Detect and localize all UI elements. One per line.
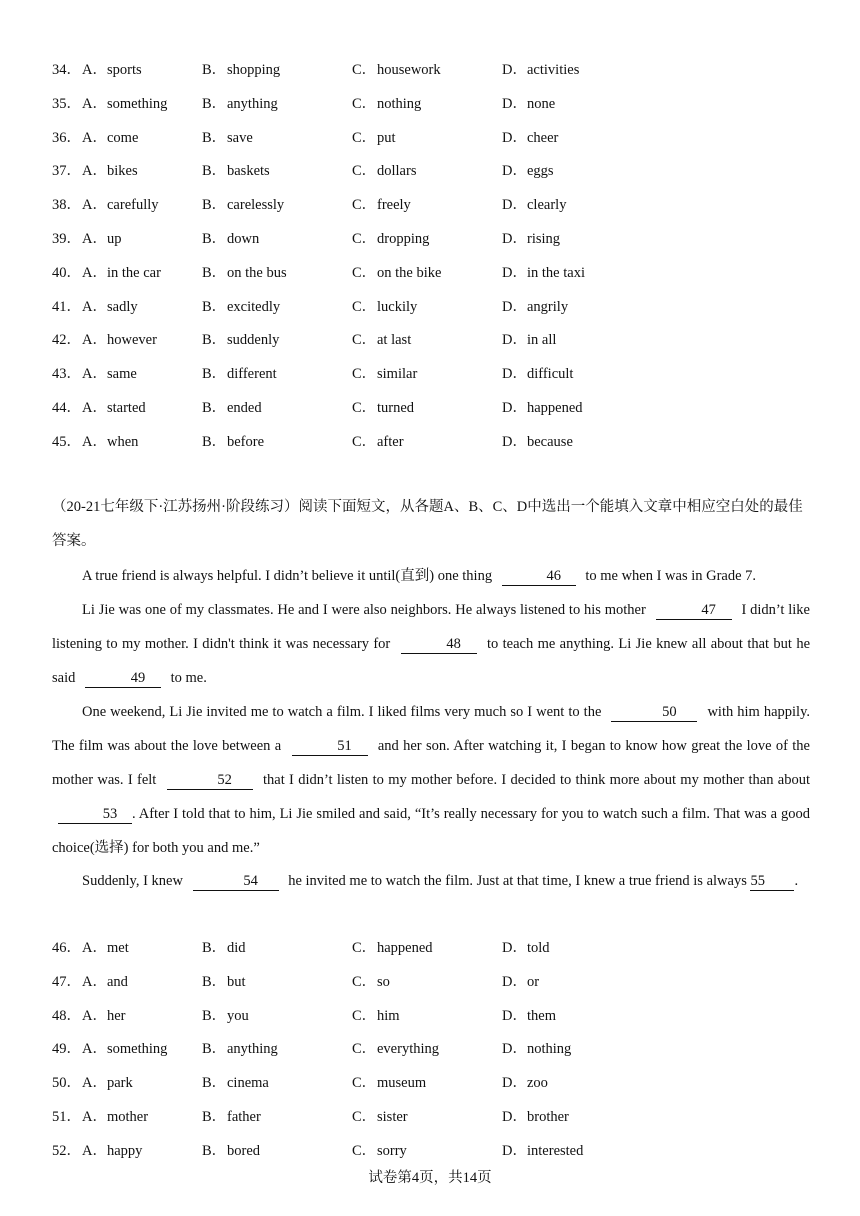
question-number: 36． bbox=[52, 129, 81, 146]
question-number: 38． bbox=[52, 197, 81, 214]
option-a[interactable] bbox=[82, 263, 161, 283]
option-b[interactable] bbox=[202, 1141, 260, 1161]
question-number: 51． bbox=[52, 1109, 81, 1125]
option-text: after bbox=[377, 433, 404, 450]
option-letter: C． bbox=[352, 1007, 377, 1024]
option-text: on the bus bbox=[227, 264, 287, 281]
option-text: cheer bbox=[527, 129, 559, 146]
option-letter: C． bbox=[352, 1075, 377, 1092]
option-d[interactable] bbox=[502, 432, 573, 452]
option-letter: B． bbox=[202, 332, 227, 349]
option-letter: D． bbox=[502, 62, 527, 78]
option-text: interested bbox=[527, 1142, 584, 1159]
option-letter: C． bbox=[352, 298, 377, 315]
option-c[interactable] bbox=[352, 297, 417, 317]
option-letter: D． bbox=[502, 366, 527, 383]
passage-text: Li Jie was one of my classmates. He and I were also neighbors. He always listened to his mother bbox=[82, 602, 646, 618]
option-letter: C． bbox=[352, 62, 377, 78]
option-letter: D． bbox=[502, 95, 527, 112]
question-number: 41． bbox=[52, 298, 81, 315]
option-letter: B． bbox=[202, 1142, 227, 1159]
option-a[interactable] bbox=[82, 195, 159, 215]
question-number: 39． bbox=[52, 231, 81, 247]
option-letter: C． bbox=[352, 400, 377, 416]
option-letter: B． bbox=[202, 433, 227, 450]
option-text: sister bbox=[377, 1109, 408, 1125]
question-number: 34． bbox=[52, 62, 81, 78]
option-text: in the car bbox=[107, 264, 161, 281]
passage-paragraph-2 bbox=[52, 593, 810, 695]
option-letter: C． bbox=[352, 973, 377, 990]
option-letter: A． bbox=[82, 62, 107, 78]
question-number: 37． bbox=[52, 163, 81, 180]
option-text: shopping bbox=[227, 62, 281, 78]
option-b[interactable] bbox=[202, 1107, 261, 1127]
option-d[interactable] bbox=[502, 1141, 583, 1161]
option-a[interactable] bbox=[82, 94, 167, 114]
option-text: angrily bbox=[527, 298, 569, 315]
option-text: bikes bbox=[107, 163, 138, 180]
option-b[interactable] bbox=[202, 195, 284, 215]
option-letter: B． bbox=[202, 95, 227, 112]
option-letter: C． bbox=[352, 129, 377, 146]
passage-text: One weekend, Li Jie invited me to watch a film. I liked films very much so I went to the bbox=[82, 704, 602, 720]
blank-54: 54 bbox=[193, 872, 279, 891]
option-letter: C． bbox=[352, 332, 377, 349]
option-a[interactable] bbox=[82, 60, 142, 80]
option-text: bored bbox=[227, 1142, 261, 1159]
option-text: luckily bbox=[377, 298, 418, 315]
option-text: park bbox=[107, 1075, 133, 1092]
option-d[interactable] bbox=[502, 1006, 556, 1026]
option-letter: B． bbox=[202, 298, 227, 315]
option-letter: A． bbox=[82, 231, 107, 247]
option-c[interactable] bbox=[352, 1039, 439, 1059]
option-letter: B． bbox=[202, 163, 227, 180]
passage-text: A true friend is always helpful. I didn’t believe it until(直到) one thing bbox=[82, 568, 493, 584]
passage-text: with him happily. The film was about the love between a bbox=[52, 704, 810, 754]
option-letter: A． bbox=[82, 1041, 107, 1058]
option-a[interactable] bbox=[82, 229, 122, 249]
option-b[interactable] bbox=[202, 297, 280, 317]
option-text: housework bbox=[377, 62, 441, 78]
option-letter: D． bbox=[502, 1007, 527, 1024]
option-b[interactable] bbox=[202, 161, 270, 181]
question-number: 47． bbox=[52, 973, 81, 990]
option-text: and bbox=[107, 973, 128, 990]
passage-text: to me. bbox=[170, 670, 207, 686]
option-a[interactable] bbox=[82, 1039, 167, 1059]
option-letter: D． bbox=[502, 264, 527, 281]
blank-48: 48 bbox=[401, 635, 477, 654]
option-letter: D． bbox=[502, 973, 527, 990]
question-number: 50． bbox=[52, 1075, 81, 1092]
question-number: 46． bbox=[52, 940, 81, 956]
question-number: 42． bbox=[52, 332, 81, 349]
option-b[interactable] bbox=[202, 330, 279, 350]
option-letter: A． bbox=[82, 129, 107, 146]
question-number: 35． bbox=[52, 95, 81, 112]
option-c[interactable] bbox=[352, 1107, 408, 1127]
option-text: you bbox=[227, 1007, 249, 1024]
option-letter: D． bbox=[502, 1109, 527, 1125]
option-text: similar bbox=[377, 366, 418, 383]
passage-text: he invited me to watch the film. Just at that time, I knew a true friend is always bbox=[288, 873, 747, 889]
option-text: sports bbox=[107, 62, 142, 78]
option-text: in the taxi bbox=[527, 264, 585, 281]
option-c[interactable] bbox=[352, 128, 396, 148]
option-text: sadly bbox=[107, 298, 138, 315]
passage-text: to me when I was in Grade 7. bbox=[585, 568, 757, 584]
option-d[interactable] bbox=[502, 263, 585, 283]
option-text: happened bbox=[527, 400, 583, 416]
option-text: happened bbox=[377, 940, 433, 956]
option-letter: D． bbox=[502, 940, 527, 956]
option-letter: B． bbox=[202, 1075, 227, 1092]
option-b[interactable] bbox=[202, 1073, 269, 1093]
option-c[interactable] bbox=[352, 1141, 407, 1161]
option-letter: B． bbox=[202, 231, 227, 247]
option-c[interactable] bbox=[352, 263, 441, 283]
option-letter: B． bbox=[202, 62, 227, 78]
option-letter: D． bbox=[502, 163, 527, 180]
option-text: none bbox=[527, 95, 556, 112]
option-d[interactable] bbox=[502, 330, 556, 350]
option-a[interactable] bbox=[82, 297, 138, 317]
option-text: something bbox=[107, 95, 168, 112]
option-letter: B． bbox=[202, 1007, 227, 1024]
option-text: ended bbox=[227, 400, 262, 416]
option-b[interactable] bbox=[202, 1006, 249, 1026]
option-c[interactable] bbox=[352, 94, 421, 114]
option-c[interactable] bbox=[352, 398, 414, 418]
option-letter: D． bbox=[502, 129, 527, 146]
option-text: anything bbox=[227, 95, 278, 112]
option-c[interactable] bbox=[352, 432, 404, 452]
option-b[interactable] bbox=[202, 128, 253, 148]
option-letter: A． bbox=[82, 1007, 107, 1024]
option-b[interactable] bbox=[202, 972, 246, 992]
question-number: 45． bbox=[52, 433, 81, 450]
option-text: in all bbox=[527, 332, 557, 349]
option-text: so bbox=[377, 973, 390, 990]
option-letter: C． bbox=[352, 163, 377, 180]
option-text: different bbox=[227, 366, 277, 383]
option-letter: B． bbox=[202, 1109, 227, 1125]
option-letter: D． bbox=[502, 1075, 527, 1092]
option-text: sorry bbox=[377, 1142, 407, 1159]
option-letter: A． bbox=[82, 163, 107, 180]
option-letter: D． bbox=[502, 332, 527, 349]
option-text: freely bbox=[377, 197, 411, 214]
option-letter: D． bbox=[502, 231, 527, 247]
option-letter: C． bbox=[352, 940, 377, 956]
passage-text: . bbox=[794, 873, 799, 889]
option-text: father bbox=[227, 1109, 261, 1125]
option-letter: B． bbox=[202, 366, 227, 383]
blank-47: 47 bbox=[656, 601, 732, 620]
option-text: but bbox=[227, 973, 246, 990]
option-a[interactable] bbox=[82, 1006, 126, 1026]
blank-55: 55 bbox=[750, 872, 794, 891]
option-a[interactable] bbox=[82, 161, 138, 181]
option-text: him bbox=[377, 1007, 400, 1024]
page-footer: 试卷第4页，共14页 bbox=[368, 1170, 492, 1186]
question-number: 48． bbox=[52, 1007, 81, 1024]
option-b[interactable] bbox=[202, 1039, 278, 1059]
option-letter: B． bbox=[202, 973, 227, 990]
option-text: or bbox=[527, 973, 540, 990]
option-text: on the bike bbox=[377, 264, 442, 281]
passage-text: Suddenly, I knew bbox=[82, 873, 183, 889]
option-letter: D． bbox=[502, 1142, 527, 1159]
option-c[interactable] bbox=[352, 195, 411, 215]
option-letter: A． bbox=[82, 1109, 107, 1125]
option-letter: D． bbox=[502, 433, 527, 450]
option-text: mother bbox=[107, 1109, 149, 1125]
option-text: excitedly bbox=[227, 298, 281, 315]
option-text: cinema bbox=[227, 1075, 269, 1092]
option-text: nothing bbox=[377, 95, 422, 112]
option-text: nothing bbox=[527, 1041, 572, 1058]
option-letter: C． bbox=[352, 1142, 377, 1159]
option-text: down bbox=[227, 231, 260, 247]
option-b[interactable] bbox=[202, 60, 280, 80]
blank-52: 52 bbox=[167, 771, 253, 790]
option-d[interactable] bbox=[502, 398, 583, 418]
option-text: everything bbox=[377, 1041, 440, 1058]
option-letter: D． bbox=[502, 298, 527, 315]
blank-53: 53 bbox=[58, 805, 132, 824]
passage-text: to teach me anything. Li Jie knew all about that but he said bbox=[52, 636, 811, 686]
option-a[interactable] bbox=[82, 1141, 142, 1161]
passage-paragraph-1 bbox=[52, 559, 810, 593]
blank-46: 46 bbox=[502, 567, 576, 586]
option-c[interactable] bbox=[352, 161, 416, 181]
option-a[interactable] bbox=[82, 938, 129, 958]
option-b[interactable] bbox=[202, 263, 287, 283]
option-text: her bbox=[107, 1007, 126, 1024]
option-a[interactable] bbox=[82, 972, 128, 992]
option-a[interactable] bbox=[82, 330, 157, 350]
option-letter: A． bbox=[82, 973, 107, 990]
option-text: come bbox=[107, 129, 139, 146]
option-a[interactable] bbox=[82, 398, 146, 418]
option-a[interactable] bbox=[82, 432, 138, 452]
option-letter: A． bbox=[82, 332, 107, 349]
option-text: did bbox=[227, 940, 246, 956]
question-number: 52． bbox=[52, 1142, 81, 1159]
option-letter: B． bbox=[202, 940, 227, 956]
option-text: carelessly bbox=[227, 197, 285, 214]
blank-51: 51 bbox=[292, 737, 368, 756]
passage-text: . After I told that to him, Li Jie smiled and said, “It’s really necessary for you to watch such a film. That was a good choice(选择) for both you and me.” bbox=[52, 806, 810, 856]
option-letter: A． bbox=[82, 1142, 107, 1159]
option-c[interactable] bbox=[352, 938, 433, 958]
option-letter: D． bbox=[502, 1041, 527, 1058]
option-text: museum bbox=[377, 1075, 427, 1092]
option-text: carefully bbox=[107, 197, 159, 214]
question-number: 43． bbox=[52, 366, 81, 383]
option-text: dollars bbox=[377, 163, 417, 180]
option-letter: D． bbox=[502, 400, 527, 416]
option-letter: C． bbox=[352, 433, 377, 450]
option-c[interactable] bbox=[352, 1073, 426, 1093]
option-letter: A． bbox=[82, 433, 107, 450]
option-letter: B． bbox=[202, 264, 227, 281]
option-c[interactable] bbox=[352, 364, 417, 384]
option-text: difficult bbox=[527, 366, 574, 383]
passage-text: and her son. After watching it, I began to know how great the love of the mother was. I felt bbox=[52, 738, 810, 788]
option-b[interactable] bbox=[202, 364, 277, 384]
option-text: something bbox=[107, 1041, 168, 1058]
option-text: eggs bbox=[527, 163, 554, 180]
option-d[interactable] bbox=[502, 1073, 548, 1093]
option-text: however bbox=[107, 332, 157, 349]
option-d[interactable] bbox=[502, 1107, 569, 1127]
option-text: before bbox=[227, 433, 265, 450]
option-letter: A． bbox=[82, 197, 107, 214]
option-letter: A． bbox=[82, 366, 107, 383]
option-text: put bbox=[377, 129, 396, 146]
option-b[interactable] bbox=[202, 938, 246, 958]
option-d[interactable] bbox=[502, 161, 554, 181]
option-letter: B． bbox=[202, 129, 227, 146]
option-d[interactable] bbox=[502, 938, 550, 958]
option-a[interactable] bbox=[82, 128, 138, 148]
blank-49: 49 bbox=[85, 669, 161, 688]
option-text: turned bbox=[377, 400, 415, 416]
passage-text: that I didn’t listen to my mother before. I decided to think more about my mother than about bbox=[263, 772, 811, 788]
option-c[interactable] bbox=[352, 60, 441, 80]
option-text: told bbox=[527, 940, 550, 956]
option-letter: C． bbox=[352, 197, 377, 214]
option-letter: A． bbox=[82, 95, 107, 112]
option-letter: C． bbox=[352, 1109, 377, 1125]
option-text: brother bbox=[527, 1109, 569, 1125]
option-letter: D． bbox=[502, 197, 527, 214]
option-text: save bbox=[227, 129, 253, 146]
option-d[interactable] bbox=[502, 297, 568, 317]
option-d[interactable] bbox=[502, 195, 566, 215]
option-text: same bbox=[107, 366, 137, 383]
option-text: dropping bbox=[377, 231, 430, 247]
option-c[interactable] bbox=[352, 229, 429, 249]
option-b[interactable] bbox=[202, 432, 264, 452]
option-letter: B． bbox=[202, 400, 227, 416]
option-letter: A． bbox=[82, 1075, 107, 1092]
option-text: started bbox=[107, 400, 146, 416]
option-text: up bbox=[107, 231, 122, 247]
option-c[interactable] bbox=[352, 972, 390, 992]
option-letter: C． bbox=[352, 264, 377, 281]
option-letter: C． bbox=[352, 1041, 377, 1058]
option-c[interactable] bbox=[352, 1006, 400, 1026]
option-text: clearly bbox=[527, 197, 567, 214]
option-text: them bbox=[527, 1007, 556, 1024]
question-number: 40． bbox=[52, 264, 81, 281]
option-text: when bbox=[107, 433, 139, 450]
option-c[interactable] bbox=[352, 330, 411, 350]
passage-instructions: （20-21七年级下·江苏扬州·阶段练习）阅读下面短文，从各题A、B、C、D中选出一个能填入文章中相应空白处的最佳答案。 bbox=[52, 499, 803, 549]
option-text: anything bbox=[227, 1041, 278, 1058]
option-letter: B． bbox=[202, 197, 227, 214]
option-text: suddenly bbox=[227, 332, 280, 349]
option-text: at last bbox=[377, 332, 412, 349]
option-letter: A． bbox=[82, 940, 107, 956]
option-letter: A． bbox=[82, 400, 107, 416]
option-letter: C． bbox=[352, 231, 377, 247]
option-text: happy bbox=[107, 1142, 143, 1159]
option-d[interactable] bbox=[502, 94, 555, 114]
passage-paragraph-3 bbox=[52, 695, 810, 865]
option-d[interactable] bbox=[502, 972, 539, 992]
option-d[interactable] bbox=[502, 1039, 571, 1059]
option-text: baskets bbox=[227, 163, 270, 180]
option-text: activities bbox=[527, 62, 580, 78]
option-b[interactable] bbox=[202, 398, 262, 418]
option-d[interactable] bbox=[502, 128, 558, 148]
option-a[interactable] bbox=[82, 364, 137, 384]
option-b[interactable] bbox=[202, 94, 278, 114]
blank-50: 50 bbox=[611, 703, 697, 722]
option-letter: A． bbox=[82, 298, 107, 315]
option-a[interactable] bbox=[82, 1073, 133, 1093]
option-text: rising bbox=[527, 231, 561, 247]
option-a[interactable] bbox=[82, 1107, 148, 1127]
option-text: met bbox=[107, 940, 129, 956]
question-number: 44． bbox=[52, 400, 81, 416]
option-d[interactable] bbox=[502, 229, 560, 249]
option-letter: A． bbox=[82, 264, 107, 281]
option-b[interactable] bbox=[202, 229, 259, 249]
option-letter: C． bbox=[352, 95, 377, 112]
option-letter: C． bbox=[352, 366, 377, 383]
option-letter: B． bbox=[202, 1041, 227, 1058]
option-d[interactable] bbox=[502, 364, 573, 384]
option-d[interactable] bbox=[502, 60, 579, 80]
passage-text: I didn’t like listening to my mother. I didn't think it was necessary for bbox=[52, 602, 810, 652]
option-text: because bbox=[527, 433, 573, 450]
passage-paragraph-4 bbox=[52, 864, 810, 898]
option-text: zoo bbox=[527, 1075, 548, 1092]
question-number: 49． bbox=[52, 1041, 81, 1058]
